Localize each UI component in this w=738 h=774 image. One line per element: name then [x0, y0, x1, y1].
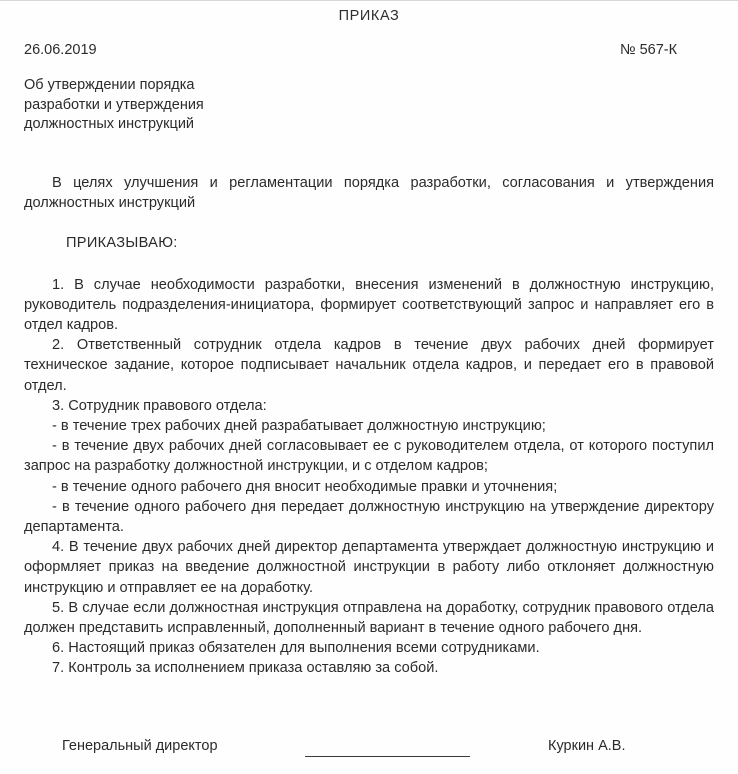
clause-3-item-4: - в течение одного рабочего дня передает должностную инструкцию на утверждение директору департамента.	[24, 498, 714, 536]
signer-name: Куркин А.В.	[548, 738, 626, 754]
subject-line-1: Об утверждении порядка	[24, 77, 195, 93]
clause-1: 1. В случае необходимости разработки, внесения изменений в должностную инструкцию, руководитель подразделения-инициатора, формирует соответствующий запрос и направляет его в отдел кадров.	[24, 276, 714, 334]
preamble-paragraph: В целях улучшения и регламентации порядка разработки, согласования и утверждения должностных инструкций	[24, 175, 714, 212]
clause-4: 4. В течение двух рабочих дней директор департамента утверждает должностную инструкцию и оформляет приказ на введение должностной инструкции в работу либо отклоняет должностную инструкцию и отправляет ее на доработку.	[24, 539, 714, 596]
document-meta-row	[24, 42, 714, 60]
document-body	[24, 173, 714, 679]
signature-line	[305, 756, 470, 757]
clause-3-item-2: - в течение двух рабочих дней согласовывает ее с руководителем отдела, от которого поступил запрос на разработку должностной инструкции, и с отделом кадров;	[24, 438, 714, 475]
subject-line-2: разработки и утверждения	[24, 96, 204, 113]
clause-3: 3. Сотрудник правового отдела:	[52, 397, 267, 414]
signature-row	[0, 738, 738, 762]
clause-3-item-1: - в течение трех рабочих дней разрабатывает должностную инструкцию;	[52, 418, 546, 435]
clause-3-item-3: - в течение одного рабочего дня вносит необходимые правки и уточнения;	[52, 478, 558, 495]
subject-line-3: должностных инструкций	[24, 116, 195, 132]
order-keyword: ПРИКАЗЫВАЮ:	[66, 235, 178, 252]
clause-2: 2. Ответственный сотрудник отдела кадров в течение двух рабочих дней формирует техническое задание, которое подписывает начальник отдела кадров, и передает его в правовой отдел.	[24, 337, 714, 394]
clause-6: 6. Настоящий приказ обязателен для выполнения всеми сотрудниками.	[52, 640, 540, 657]
signer-position-title: Генеральный директор	[62, 738, 218, 754]
document-title: ПРИКАЗ	[338, 8, 400, 24]
document-number: № 567-К	[620, 42, 678, 58]
spacer-after-preamble	[24, 213, 714, 233]
clause-7: 7. Контроль за исполнением приказа оставляю за собой.	[52, 660, 439, 677]
spacer-after-order-keyword	[24, 254, 714, 275]
clause-5: 5. В случае если должностная инструкция отправлена на доработку, сотрудник правового отдела должен представить исправленный, дополненный вариант в течение одного рабочего дня.	[24, 599, 714, 637]
document-subject-block	[24, 76, 354, 135]
document-date: 26.06.2019	[24, 42, 97, 58]
